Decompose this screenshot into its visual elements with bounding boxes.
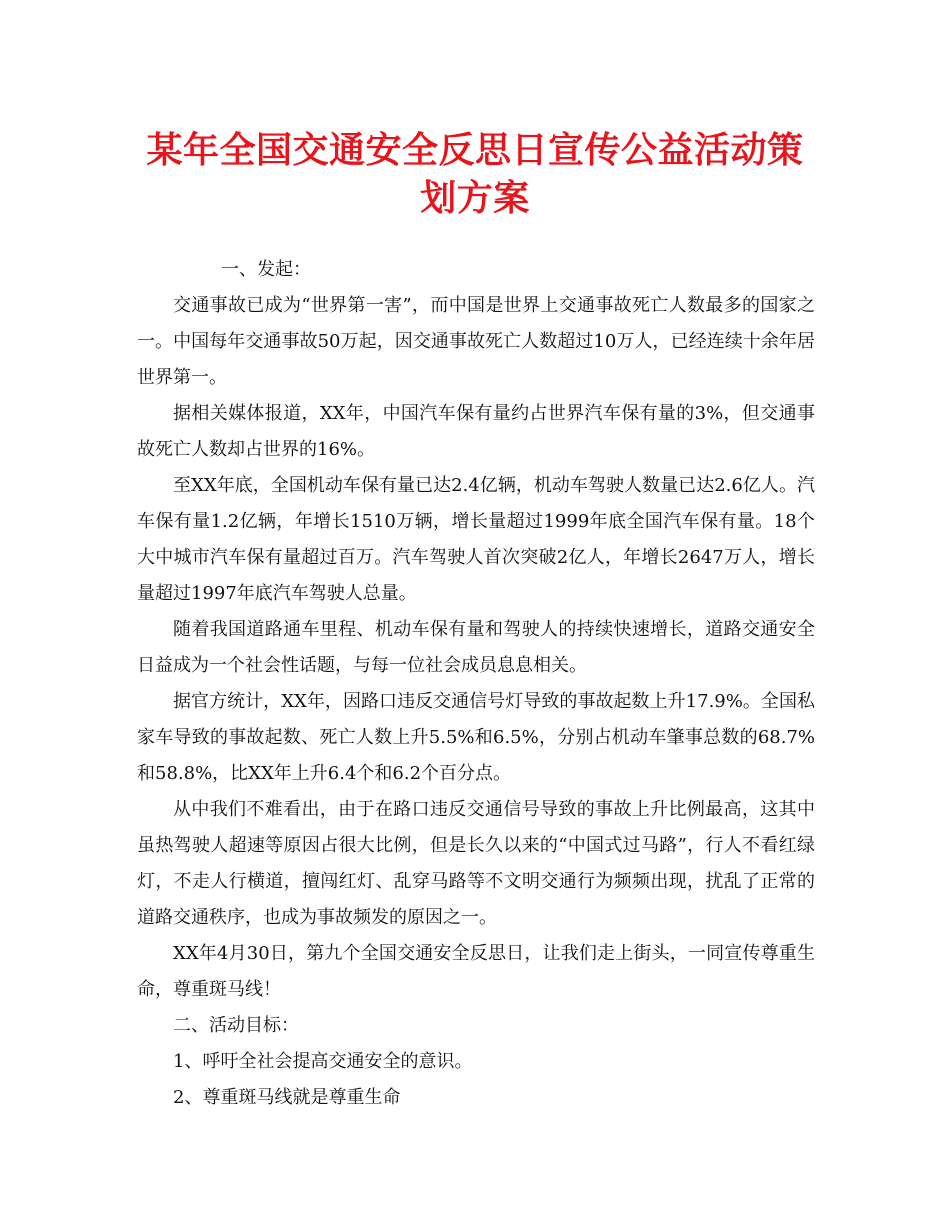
- paragraph: 据相关媒体报道，XX年，中国汽车保有量约占世界汽车保有量的3%，但交通事故死亡人数却占世界的16%。: [137, 403, 815, 460]
- paragraph: 随着我国道路通车里程、机动车保有量和驾驶人的持续快速增长，道路交通安全日益成为一个社会性话题，与每一位社会成员息息相关。: [137, 619, 815, 676]
- document-title: 某年全国交通安全反思日宣传公益活动策划方案: [146, 129, 804, 219]
- paragraph: XX年4月30日，第九个全国交通安全反思日，让我们走上街头，一同宣传尊重生命，尊重斑马线！: [137, 943, 815, 1000]
- paragraph: 至XX年底，全国机动车保有量已达2.4亿辆，机动车驾驶人数量已达2.6亿人。汽车保有量1.2亿辆，年增长1510万辆，增长量超过1999年底全国汽车保有量。18个大中城市汽车保有量超过百万。汽车驾驶人首次突破2亿人，年增长2647万人，增长量超过1997年底汽车驾驶人总量。: [137, 475, 815, 604]
- list-item: 2、尊重斑马线就是尊重生命: [173, 1087, 401, 1108]
- document-body: [137, 252, 815, 1116]
- list-item: 1、呼吁全社会提高交通安全的意识。: [173, 1051, 473, 1072]
- paragraph: 从中我们不难看出，由于在路口违反交通信号导致的事故上升比例最高，这其中虽热驾驶人超速等原因占很大比例，但是长久以来的“中国式过马路”，行人不看红绿灯，不走人行横道，擅闯红灯、乱穿马路等不文明交通行为频频出现，扰乱了正常的道路交通秩序，也成为事故频发的原因之一。: [137, 799, 815, 928]
- paragraph: 交通事故已成为“世界第一害”，而中国是世界上交通事故死亡人数最多的国家之一。中国每年交通事故50万起，因交通事故死亡人数超过10万人，已经连续十余年居世界第一。: [137, 295, 815, 388]
- section-heading-initiation: 一、发起：: [221, 259, 311, 280]
- paragraph: 据官方统计，XX年，因路口违反交通信号灯导致的事故起数上升17.9%。全国私家车导致的事故起数、死亡人数上升5.5%和6.5%，分别占机动车肇事总数的68.7%和58.8%，比XX年上升6.4个和6.2个百分点。: [137, 691, 815, 784]
- section-heading-goals: 二、活动目标：: [173, 1015, 299, 1036]
